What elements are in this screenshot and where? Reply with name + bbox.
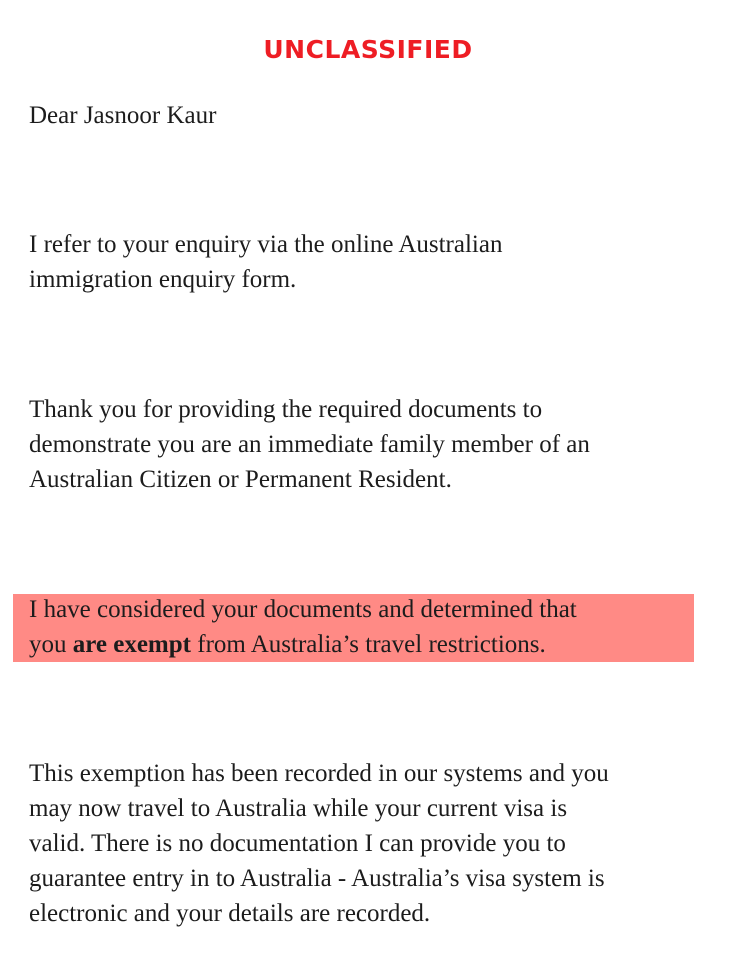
- paragraph-line: This exemption has been recorded in our systems and you: [29, 760, 609, 787]
- paragraph-enquiry-reference: [29, 227, 729, 297]
- paragraph-line: [29, 627, 729, 662]
- salutation-text: Dear Jasnoor Kaur: [29, 102, 217, 129]
- paragraph-documents-thanks: [29, 392, 729, 497]
- classification-marking: UNCLASSIFIED: [263, 35, 473, 64]
- line-suffix: from Australia’s travel restrictions.: [191, 631, 546, 658]
- paragraph-line: Thank you for providing the required documents to: [29, 396, 543, 423]
- paragraph-exemption-details: [29, 756, 729, 931]
- paragraph-line: demonstrate you are an immediate family member of an: [29, 431, 590, 458]
- paragraph-exemption-decision: [29, 592, 729, 662]
- line-prefix: you: [29, 631, 73, 658]
- paragraph-line: immigration enquiry form.: [29, 266, 297, 293]
- paragraph-line: Australian Citizen or Permanent Resident.: [29, 466, 452, 493]
- exempt-emphasis: are exempt: [72, 631, 191, 658]
- paragraph-line: may now travel to Australia while your current visa is: [29, 795, 568, 822]
- salutation: [29, 98, 729, 133]
- paragraph-line: valid. There is no documentation I can provide you to: [29, 830, 566, 857]
- paragraph-line: guarantee entry in to Australia - Australia’s visa system is: [29, 865, 605, 892]
- paragraph-line: I refer to your enquiry via the online Australian: [29, 231, 503, 258]
- paragraph-line: I have considered your documents and determined that: [29, 596, 577, 623]
- paragraph-line: electronic and your details are recorded.: [29, 900, 431, 927]
